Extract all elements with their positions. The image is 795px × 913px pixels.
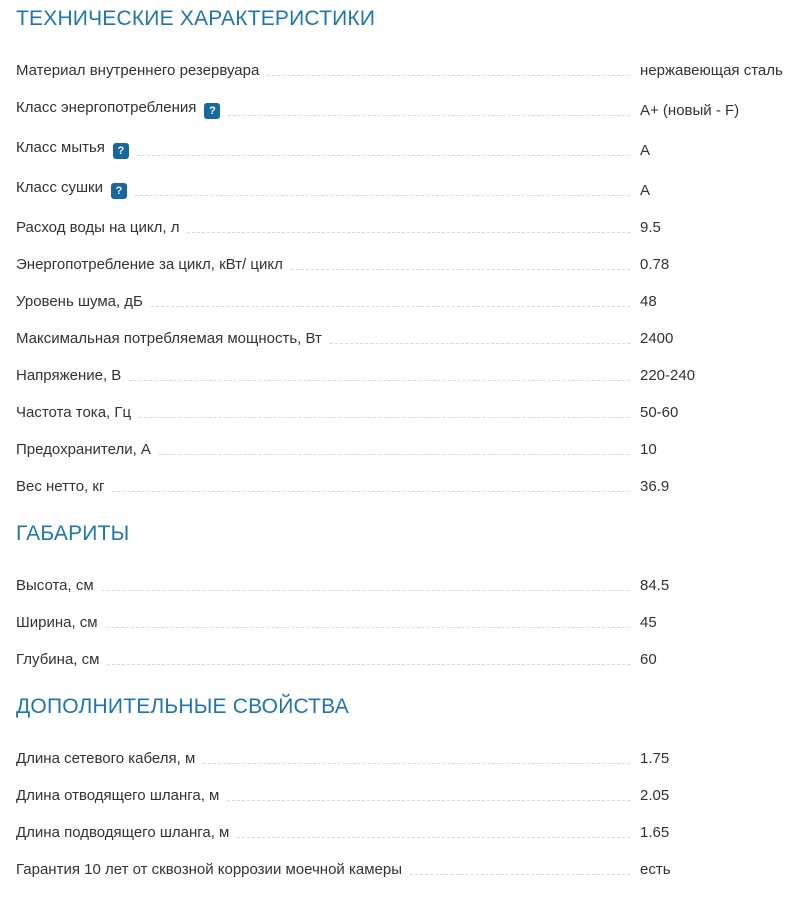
spec-label-text: Класс энергопотребления (16, 99, 197, 116)
spec-section (16, 6, 795, 495)
spec-label-text: Класс сушки (16, 179, 103, 196)
spec-label (16, 652, 99, 668)
section-title: ДОПОЛНИТЕЛЬНЫЕ СВОЙСТВА (16, 695, 349, 718)
spec-value: 9.5 (640, 219, 661, 236)
spec-label (16, 180, 127, 199)
section-title: ТЕХНИЧЕСКИЕ ХАРАКТЕРИСТИКИ (16, 7, 376, 30)
help-icon[interactable]: ? (113, 143, 129, 159)
spec-label (16, 788, 219, 804)
dotted-leader (267, 75, 630, 76)
spec-label-text: Энергопотребление за цикл, кВт/ цикл (16, 256, 283, 273)
spec-value: есть (640, 861, 671, 878)
spec-row (16, 257, 795, 273)
spec-label (16, 751, 195, 767)
dotted-leader (112, 491, 630, 492)
spec-value: 60 (640, 651, 657, 668)
spec-label-text: Глубина, см (16, 651, 100, 668)
spec-label (16, 405, 131, 421)
spec-value: 50-60 (640, 404, 679, 421)
section-rows (16, 578, 795, 668)
dotted-leader (102, 590, 630, 591)
spec-label (16, 63, 259, 79)
spec-label-text: Длина сетевого кабеля, м (16, 750, 196, 767)
spec-label-text: Максимальная потребляемая мощность, Вт (16, 330, 322, 347)
dotted-leader (237, 837, 630, 838)
spec-row (16, 652, 795, 668)
help-icon[interactable]: ? (204, 103, 220, 119)
dotted-leader (106, 627, 630, 628)
spec-value: 36.9 (640, 478, 670, 495)
dotted-leader (203, 763, 630, 764)
dotted-leader (137, 155, 630, 156)
spec-label (16, 140, 129, 159)
spec-value: 48 (640, 293, 657, 310)
spec-row (16, 180, 795, 199)
spec-label-text: Частота тока, Гц (16, 404, 132, 421)
spec-label-text: Длина отводящего шланга, м (16, 787, 220, 804)
spec-label-text: Гарантия 10 лет от сквозной коррозии моечной камеры (16, 861, 402, 878)
spec-value: 2400 (640, 330, 674, 347)
dotted-leader (410, 874, 630, 875)
spec-row (16, 479, 795, 495)
dotted-leader (135, 195, 630, 196)
spec-value: 10 (640, 441, 657, 458)
spec-section (16, 694, 795, 878)
spec-value: 1.65 (640, 824, 670, 841)
dotted-leader (151, 306, 630, 307)
dotted-leader (187, 232, 630, 233)
help-icon[interactable]: ? (111, 183, 127, 199)
section-rows (16, 63, 795, 495)
spec-label (16, 257, 283, 273)
spec-row (16, 368, 795, 384)
spec-value: 84.5 (640, 577, 670, 594)
section-title: ГАБАРИТЫ (16, 522, 130, 545)
spec-label-text: Расход воды на цикл, л (16, 219, 180, 236)
dotted-leader (291, 269, 630, 270)
spec-row (16, 331, 795, 347)
spec-label (16, 442, 151, 458)
spec-row (16, 100, 795, 119)
spec-label-text: Вес нетто, кг (16, 478, 105, 495)
spec-row (16, 140, 795, 159)
spec-section (16, 521, 795, 668)
spec-row (16, 294, 795, 310)
dotted-leader (330, 343, 630, 344)
spec-value: A (640, 142, 651, 159)
spec-label (16, 615, 98, 631)
spec-label (16, 578, 94, 594)
spec-row (16, 825, 795, 841)
spec-row (16, 220, 795, 236)
spec-label (16, 479, 104, 495)
spec-value: 1.75 (640, 750, 670, 767)
spec-label-text: Ширина, см (16, 614, 98, 631)
spec-label-text: Напряжение, В (16, 367, 122, 384)
spec-label (16, 331, 322, 347)
spec-row (16, 442, 795, 458)
spec-label (16, 220, 179, 236)
spec-value: нержавеющая сталь (640, 62, 783, 79)
spec-row (16, 788, 795, 804)
spec-label-text: Класс мытья (16, 139, 105, 156)
spec-label-text: Длина подводящего шланга, м (16, 824, 230, 841)
dotted-leader (228, 115, 630, 116)
spec-value: 45 (640, 614, 657, 631)
spec-value: A+ (новый - F) (640, 102, 740, 119)
spec-row (16, 615, 795, 631)
section-rows (16, 751, 795, 878)
spec-label (16, 368, 121, 384)
spec-label (16, 100, 220, 119)
spec-label-text: Уровень шума, дБ (16, 293, 143, 310)
spec-row (16, 578, 795, 594)
spec-label (16, 862, 402, 878)
spec-label-text: Высота, см (16, 577, 94, 594)
spec-label-text: Предохранители, А (16, 441, 151, 458)
spec-value: 0.78 (640, 256, 670, 273)
dotted-leader (227, 800, 630, 801)
spec-label-text: Материал внутреннего резервуара (16, 62, 260, 79)
dotted-leader (129, 380, 630, 381)
specs-sections-container (16, 6, 795, 878)
spec-value: A (640, 182, 651, 199)
spec-value: 220-240 (640, 367, 696, 384)
dotted-leader (139, 417, 630, 418)
spec-row (16, 862, 795, 878)
spec-row (16, 63, 795, 79)
dotted-leader (107, 664, 630, 665)
spec-row (16, 751, 795, 767)
dotted-leader (159, 454, 630, 455)
spec-value: 2.05 (640, 787, 670, 804)
spec-label (16, 294, 143, 310)
spec-row (16, 405, 795, 421)
spec-label (16, 825, 229, 841)
